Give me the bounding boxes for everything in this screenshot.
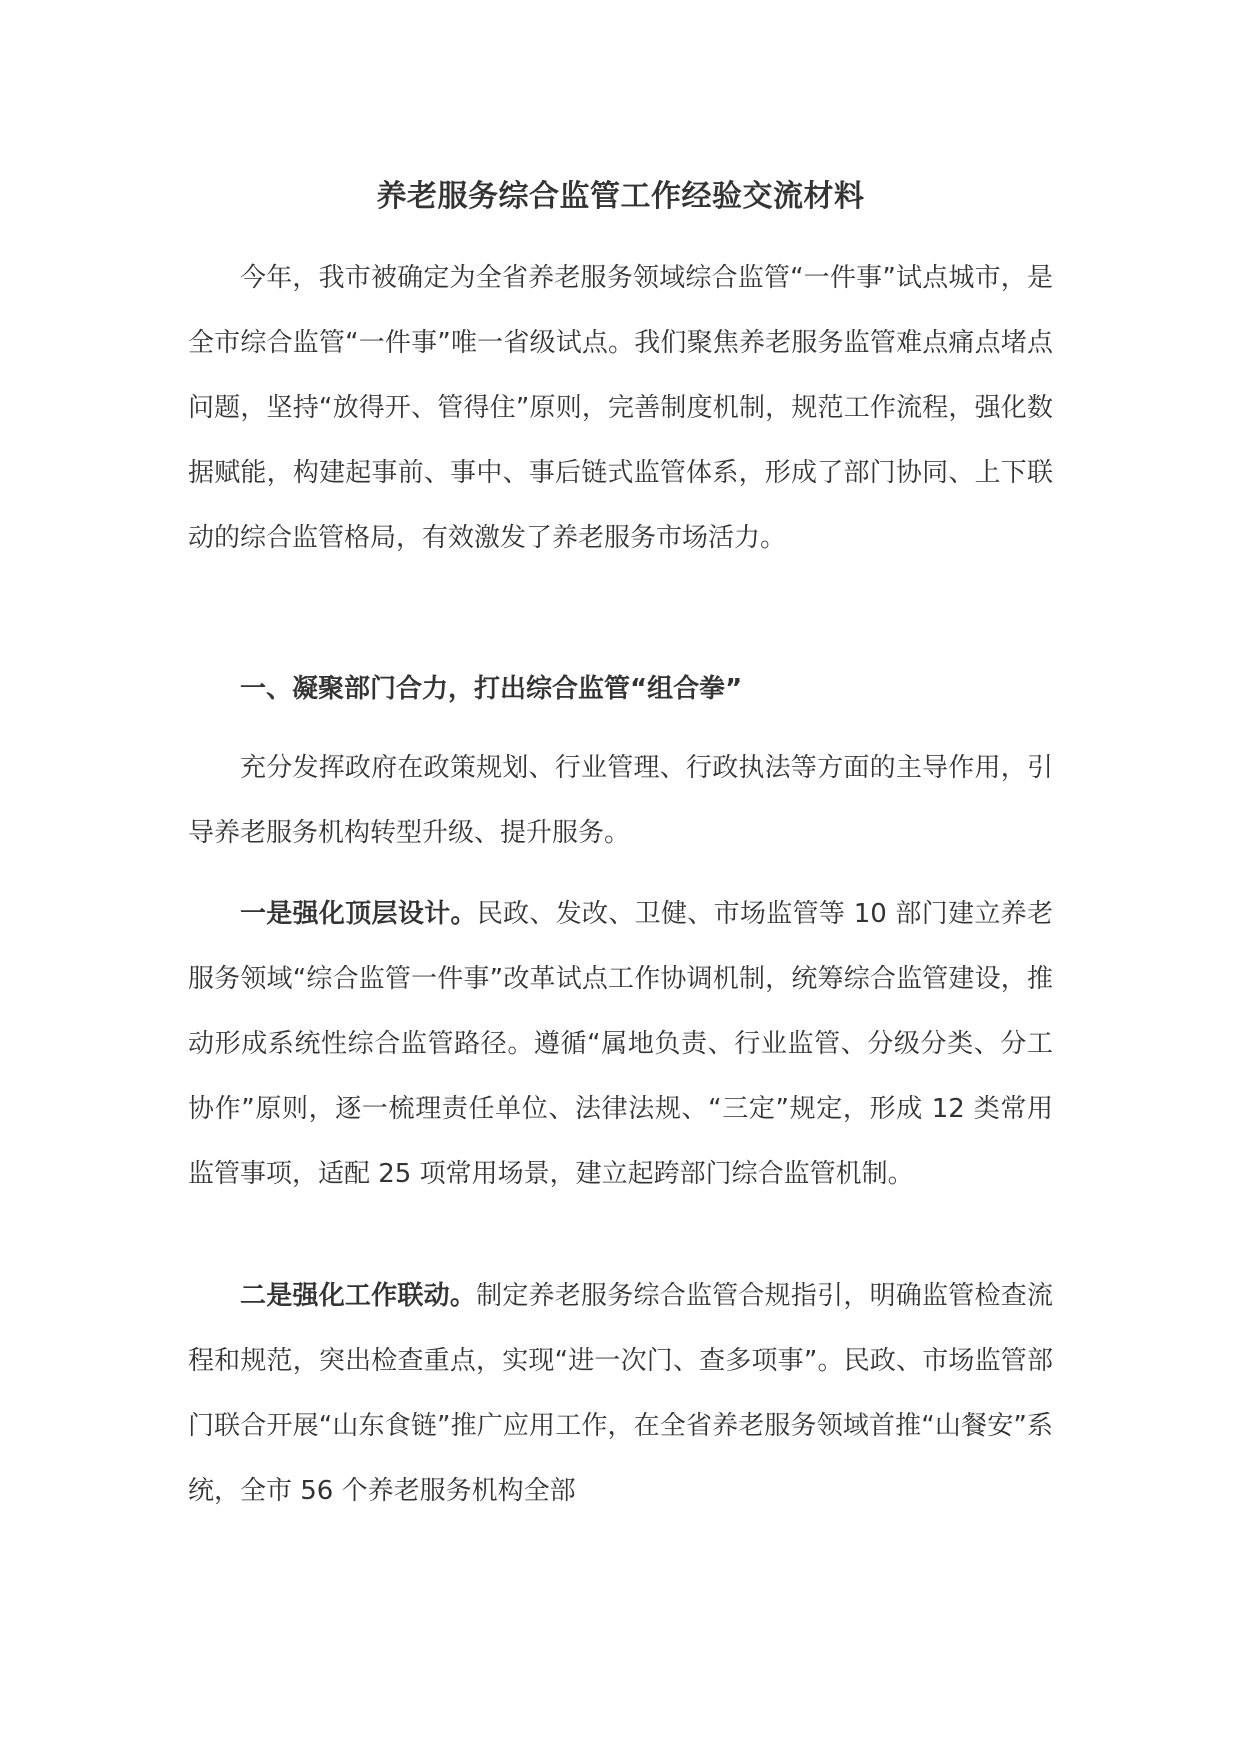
point-one-paragraph [188, 882, 1053, 1207]
point-two-lead: 二是强化工作联动。 [240, 1281, 477, 1311]
point-one-lead: 一是强化顶层设计。 [240, 899, 477, 929]
point-one-text: 民政、发改、卫健、市场监管等 10 部门建立养老服务领域“综合监管一件事”改革试点工作协调机制，统筹综合监管建设，推动形成系统性综合监管路径。遵循“属地负责、行业监管、分级分类、分工协作”原则，逐一梳理责任单位、法律法规、“三定”规定，形成 12 类常用监管事项，适配 25 项常用场景，建立起跨部门综合监管机制。 [188, 899, 1053, 1189]
document-title: 养老服务综合监管工作经验交流材料 [376, 179, 865, 214]
intro-paragraph: 今年，我市被确定为全省养老服务领域综合监管“一件事”试点城市，是全市综合监管“一件事”唯一省级试点。我们聚焦养老服务监管难点痛点堵点问题，坚持“放得开、管得住”原则，完善制度机制，规范工作流程，强化数据赋能，构建起事前、事中、事后链式监管体系，形成了部门协同、上下联动的综合监管格局，有效激发了养老服务市场活力。 [188, 263, 1053, 553]
section-summary-paragraph: 充分发挥政府在政策规划、行业管理、行政执法等方面的主导作用，引导养老服务机构转型升级、提升服务。 [188, 753, 1053, 848]
point-two-text: 制定养老服务综合监管合规指引，明确监管检查流程和规范，突出检查重点，实现“进一次门、查多项事”。民政、市场监管部门联合开展“山东食链”推广应用工作，在全省养老服务领域首推“山餐安”系统，全市 56 个养老服务机构全部 [188, 1281, 1053, 1506]
point-two-paragraph [188, 1264, 1053, 1524]
section-heading: 一、凝聚部门合力，打出综合监管“组合拳” [240, 674, 743, 704]
